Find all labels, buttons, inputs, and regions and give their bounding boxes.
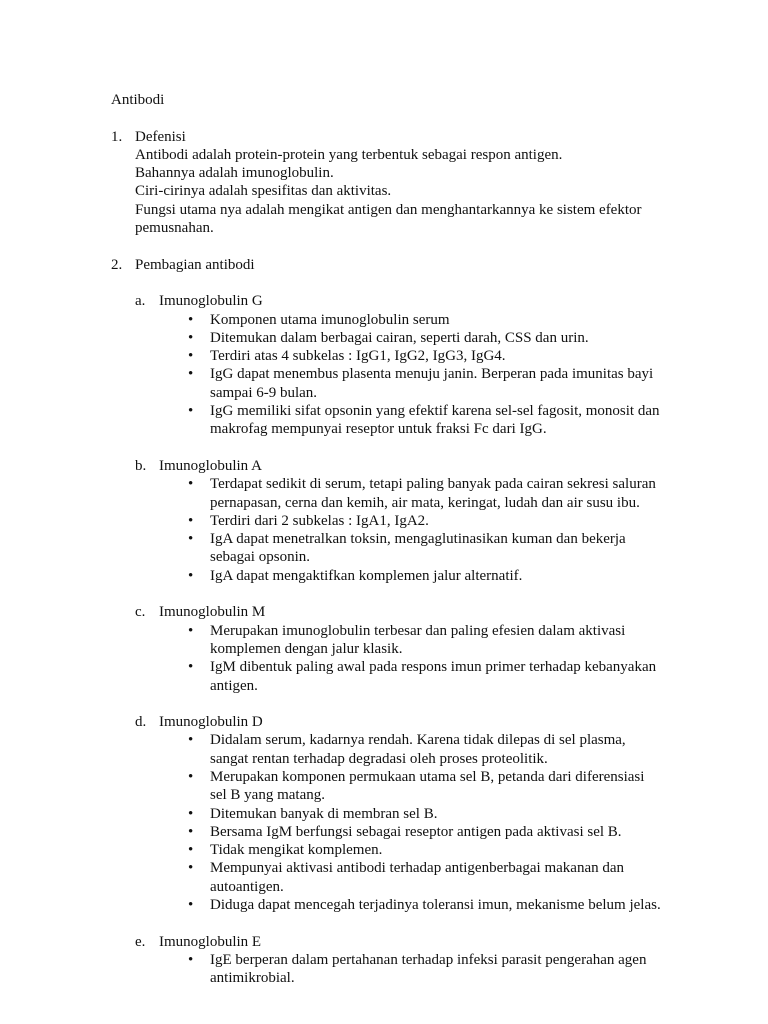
bullet-icon: •	[188, 403, 194, 420]
subsection-heading	[111, 457, 731, 475]
bullet-line	[111, 805, 731, 823]
subsection-heading-text: Imunoglobulin A	[159, 457, 262, 474]
bullet-text: IgG dapat menembus plasenta menuju janin. Berperan pada imunitas bayi	[210, 366, 654, 383]
bullet-text: sangat rentan terhadap degradasi oleh proses proteolitik.	[210, 750, 548, 767]
bullet-icon: •	[188, 842, 194, 859]
bullet-line	[111, 823, 731, 841]
bullet-line	[111, 530, 731, 548]
bullet-text: Bersama IgM berfungsi sebagai reseptor antigen pada aktivasi sel B.	[210, 823, 622, 840]
blank-line	[111, 695, 731, 713]
bullet-icon: •	[188, 366, 194, 383]
bullet-text: Merupakan imunoglobulin terbesar dan paling efesien dalam aktivasi	[210, 622, 626, 639]
bullet-icon: •	[188, 531, 194, 548]
bullet-text: Terdapat sedikit di serum, tetapi paling banyak pada cairan sekresi saluran	[210, 476, 656, 493]
bullet-text: makrofag mempunyai reseptor untuk fraksi Fc dari IgG.	[210, 421, 547, 438]
subsection-heading-text: Imunoglobulin G	[159, 293, 263, 310]
bullet-line	[111, 384, 731, 402]
bullet-icon: •	[188, 659, 194, 676]
blank-line	[111, 914, 731, 932]
bullet-line	[111, 841, 731, 859]
blank-line	[111, 109, 731, 127]
section-heading	[111, 128, 731, 146]
bullet-text: Diduga dapat mencegah terjadinya toleransi imun, mekanisme belum jelas.	[210, 897, 661, 914]
bullet-text: Tidak mengikat komplemen.	[210, 842, 383, 859]
document-body	[111, 109, 731, 987]
document-page	[111, 91, 731, 988]
bullet-text: Terdiri atas 4 subkelas : IgG1, IgG2, IgG3, IgG4.	[210, 348, 506, 365]
paragraph-line: Fungsi utama nya adalah mengikat antigen dan menghantarkannya ke sistem efektor	[135, 201, 642, 218]
bullet-text: IgG memiliki sifat opsonin yang efektif karena sel-sel fagosit, monosit dan	[210, 403, 660, 420]
bullet-text: Merupakan komponen permukaan utama sel B, petanda dari diferensiasi	[210, 768, 645, 785]
bullet-text: komplemen dengan jalur klasik.	[210, 640, 403, 657]
subsection-heading-text: Imunoglobulin E	[159, 933, 262, 950]
section-number: 1.	[111, 128, 123, 145]
bullet-line	[111, 475, 731, 493]
bullet-line	[111, 677, 731, 695]
bullet-text: IgM dibentuk paling awal pada respons imun primer terhadap kebanyakan	[210, 659, 657, 676]
bullet-icon: •	[188, 476, 194, 493]
bullet-text: Ditemukan dalam berbagai cairan, seperti darah, CSS dan urin.	[210, 329, 589, 346]
subsection-label: b.	[135, 457, 147, 474]
paragraph-line: pemusnahan.	[135, 220, 214, 237]
bullet-line	[111, 329, 731, 347]
bullet-text: Ditemukan banyak di membran sel B.	[210, 805, 438, 822]
bullet-line	[111, 311, 731, 329]
paragraph-line: Antibodi adalah protein-protein yang terbentuk sebagai respon antigen.	[135, 146, 563, 163]
bullet-text: Didalam serum, kadarnya rendah. Karena tidak dilepas di sel plasma,	[210, 732, 626, 749]
bullet-line	[111, 420, 731, 438]
bullet-line	[111, 622, 731, 640]
subsection-label: d.	[135, 714, 147, 731]
bullet-line	[111, 731, 731, 749]
bullet-icon: •	[188, 348, 194, 365]
bullet-line	[111, 750, 731, 768]
bullet-text: IgA dapat mengaktifkan komplemen jalur alternatif.	[210, 567, 523, 584]
bullet-text: sebagai opsonin.	[210, 549, 310, 566]
bullet-icon: •	[188, 512, 194, 529]
document-title: Antibodi	[111, 92, 165, 108]
bullet-text: autoantigen.	[210, 878, 284, 895]
bullet-icon: •	[188, 732, 194, 749]
blank-line	[111, 237, 731, 255]
subsection-label: e.	[135, 933, 146, 950]
subsection-label: c.	[135, 604, 146, 621]
section-number: 2.	[111, 256, 123, 273]
bullet-line	[111, 768, 731, 786]
bullet-line	[111, 951, 731, 969]
bullet-icon: •	[188, 860, 194, 877]
paragraph-line: Ciri-cirinya adalah spesifitas dan aktivitas.	[135, 183, 392, 200]
bullet-text: Komponen utama imunoglobulin serum	[210, 311, 450, 328]
subsection-heading	[111, 603, 731, 621]
bullet-icon: •	[188, 805, 194, 822]
bullet-line	[111, 658, 731, 676]
bullet-line	[111, 878, 731, 896]
section-heading-text: Defenisi	[135, 128, 186, 145]
bullet-line	[111, 548, 731, 566]
subsection-heading-text: Imunoglobulin M	[159, 604, 266, 621]
subsection-label: a.	[135, 293, 146, 310]
subsection-heading	[111, 713, 731, 731]
bullet-icon: •	[188, 329, 194, 346]
paragraph-line: Bahannya adalah imunoglobulin.	[135, 165, 334, 182]
bullet-text: IgE berperan dalam pertahanan terhadap infeksi parasit pengerahan agen	[210, 951, 647, 968]
bullet-text: IgA dapat menetralkan toksin, mengaglutinasikan kuman dan bekerja	[210, 531, 626, 548]
blank-line	[111, 439, 731, 457]
bullet-icon: •	[188, 622, 194, 639]
bullet-icon: •	[188, 951, 194, 968]
bullet-line	[111, 786, 731, 804]
blank-line	[111, 585, 731, 603]
bullet-line	[111, 402, 731, 420]
subsection-heading-text: Imunoglobulin D	[159, 714, 263, 731]
bullet-text: Terdiri dari 2 subkelas : IgA1, IgA2.	[210, 512, 429, 529]
bullet-text: Mempunyai aktivasi antibodi terhadap antigenberbagai makanan dan	[210, 860, 625, 877]
bullet-icon: •	[188, 823, 194, 840]
subsection-heading	[111, 933, 731, 951]
bullet-text: antigen.	[210, 677, 258, 694]
bullet-line	[111, 365, 731, 383]
bullet-icon: •	[188, 897, 194, 914]
bullet-line	[111, 859, 731, 877]
section-heading-text: Pembagian antibodi	[135, 256, 255, 273]
bullet-line	[111, 969, 731, 987]
bullet-line	[111, 567, 731, 585]
bullet-icon: •	[188, 768, 194, 785]
bullet-icon: •	[188, 311, 194, 328]
bullet-text: antimikrobial.	[210, 970, 295, 987]
bullet-text: sel B yang matang.	[210, 787, 325, 804]
blank-line	[111, 274, 731, 292]
bullet-line	[111, 512, 731, 530]
bullet-line	[111, 640, 731, 658]
bullet-text: sampai 6-9 bulan.	[210, 384, 318, 401]
bullet-text: pernapasan, cerna dan kemih, air mata, keringat, ludah dan air susu ibu.	[210, 494, 640, 511]
subsection-heading	[111, 292, 731, 310]
bullet-line	[111, 494, 731, 512]
bullet-line	[111, 896, 731, 914]
bullet-icon: •	[188, 567, 194, 584]
section-heading	[111, 256, 731, 274]
bullet-line	[111, 347, 731, 365]
